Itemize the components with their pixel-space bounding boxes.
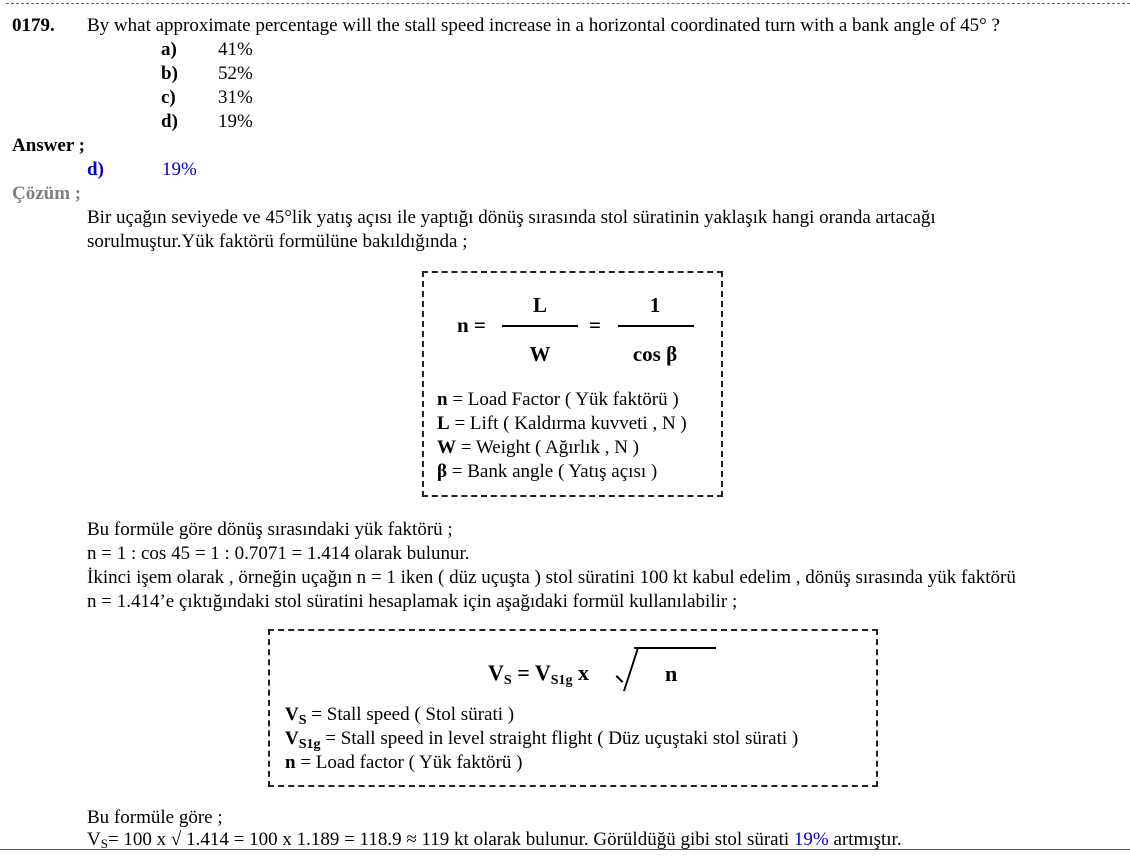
fraction-numerator-lift: L [532, 293, 547, 317]
option-value: 31% [218, 87, 253, 108]
fraction-numerator-one: 1 [649, 293, 661, 317]
formula-lhs: n = [457, 313, 486, 337]
stall-speed-formula-box [268, 629, 878, 787]
option-letter: c) [161, 87, 176, 108]
bottom-divider [0, 849, 1130, 850]
radicand: n [665, 661, 678, 686]
square-root-bar [634, 647, 716, 649]
question-number: 0179. [12, 15, 55, 36]
final-line1: Bu formüle göre ; [87, 807, 223, 828]
paragraph-line: n = 1.414’e çıktığındaki stol süratini hesaplamak için aşağıdaki formül kullanılabilir ; [87, 591, 738, 612]
paragraph-line: n = 1 : cos 45 = 1 : 0.7071 = 1.414 olarak bulunur. [87, 543, 470, 564]
legend-item: W = Weight ( Ağırlık , N ) [437, 437, 639, 458]
solution-intro-line2: sorulmuştur.Yük faktörü formülüne bakıldığında ; [87, 231, 468, 252]
question-text: By what approximate percentage will the stall speed increase in a horizontal coordinated turn with a bank angle of 45° ? [87, 15, 1000, 36]
legend-item: n = Load factor ( Yük faktörü ) [285, 752, 523, 773]
option-value: 41% [218, 39, 253, 60]
answer-value: 19% [162, 159, 197, 180]
legend-item: $V_{S1g}$ = Stall speed in level straight flight ( Düz uçuştaki stol sürati ) [285, 728, 799, 752]
final-percentage: 19% [793, 829, 829, 850]
load-factor-formula-box [422, 271, 723, 497]
solution-label: Çözüm ; [12, 183, 82, 204]
option-value: 52% [218, 63, 253, 84]
fraction-bar [618, 325, 694, 327]
square-root-icon [616, 675, 624, 683]
fraction-denominator-weight: W [529, 342, 551, 366]
solution-intro-line1: Bir uçağın seviyede ve 45°lik yatış açısı ile yaptığı dönüş sırasında stol süratinin yaklaşık hangi oranda artacağı [87, 207, 936, 228]
stall-speed-formula: $V_S = V_{S1g}$ x [488, 660, 590, 688]
final-result-line: VS= 100 x √ 1.414 = 100 x 1.189 = 118.9 ≈ 119 kt olarak bulunur. Görüldüğü gibi stol sürati 19% artmıştır. [87, 829, 902, 851]
option-letter: a) [161, 39, 177, 60]
paragraph-line: Bu formüle göre dönüş sırasındaki yük faktörü ; [87, 519, 453, 540]
answer-letter: d) [87, 159, 104, 180]
square-root-stroke [623, 647, 639, 691]
answer-label: Answer ; [12, 135, 86, 156]
option-letter: b) [161, 63, 178, 84]
option-value: 19% [218, 111, 253, 132]
top-divider [6, 3, 1130, 4]
legend-item: n = Load Factor ( Yük faktörü ) [437, 389, 679, 410]
paragraph-line: İkinci işem olarak , örneğin uçağın n = 1 iken ( düz uçuşta ) stol süratini 100 kt kabul edelim , dönüş sırasında yük faktörü [87, 567, 1016, 588]
legend-item: L = Lift ( Kaldırma kuvveti , N ) [437, 413, 687, 434]
formula-equals: = [589, 313, 601, 337]
fraction-denominator-cos-beta: cos β [632, 342, 678, 366]
legend-item: β = Bank angle ( Yatış açısı ) [437, 461, 658, 482]
fraction-bar [502, 325, 578, 327]
legend-item: $V_S$ = Stall speed ( Stol sürati ) [285, 704, 515, 728]
option-letter: d) [161, 111, 178, 132]
